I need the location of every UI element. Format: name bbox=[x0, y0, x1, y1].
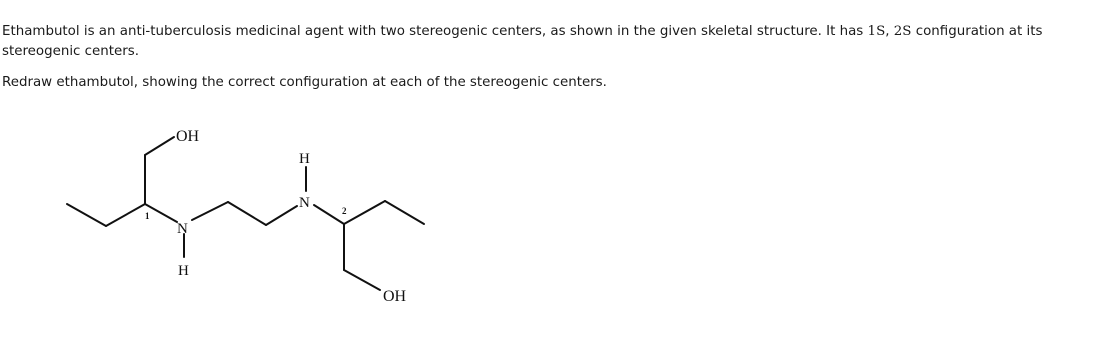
h-right-label: H bbox=[299, 151, 310, 167]
bond-c2-ch2 bbox=[344, 201, 385, 224]
bond-ethyl-right bbox=[385, 201, 424, 224]
bond-ethyl-left bbox=[67, 204, 106, 226]
bond-ch2-oh-top bbox=[145, 137, 174, 155]
bond-c1-n-left bbox=[145, 204, 177, 222]
intro-text: Ethambutol is an anti-tuberculosis medicinal agent with two stereogenic centers, as shown in the given skeletal structure. It has bbox=[2, 24, 868, 39]
config-2: 2S bbox=[893, 24, 912, 39]
oh-top-label: OH bbox=[176, 128, 200, 145]
bond-ch2-ch2 bbox=[228, 202, 266, 225]
bond-ch2-n-right bbox=[266, 206, 297, 225]
bond-to-c1 bbox=[106, 204, 145, 226]
bond-n-right-c2 bbox=[314, 205, 344, 224]
n-right-label: N bbox=[299, 195, 310, 211]
config-1: 1S bbox=[867, 24, 886, 39]
oh-bottom-label: OH bbox=[383, 288, 407, 305]
bond-n-left-ch2 bbox=[192, 202, 228, 220]
locant-1: 1 bbox=[145, 211, 150, 221]
intro-end-text: configuration at its stereogenic centers. bbox=[2, 24, 1043, 59]
config-separator: , bbox=[885, 24, 894, 39]
locant-2: 2 bbox=[342, 206, 347, 216]
h-left-label: H bbox=[178, 263, 189, 279]
instruction-text: Redraw ethambutol, showing the correct configuration at each of the stereogenic centers. bbox=[2, 75, 607, 90]
n-left-label: N bbox=[177, 221, 188, 237]
bond-ch2-oh-bottom bbox=[344, 270, 380, 290]
